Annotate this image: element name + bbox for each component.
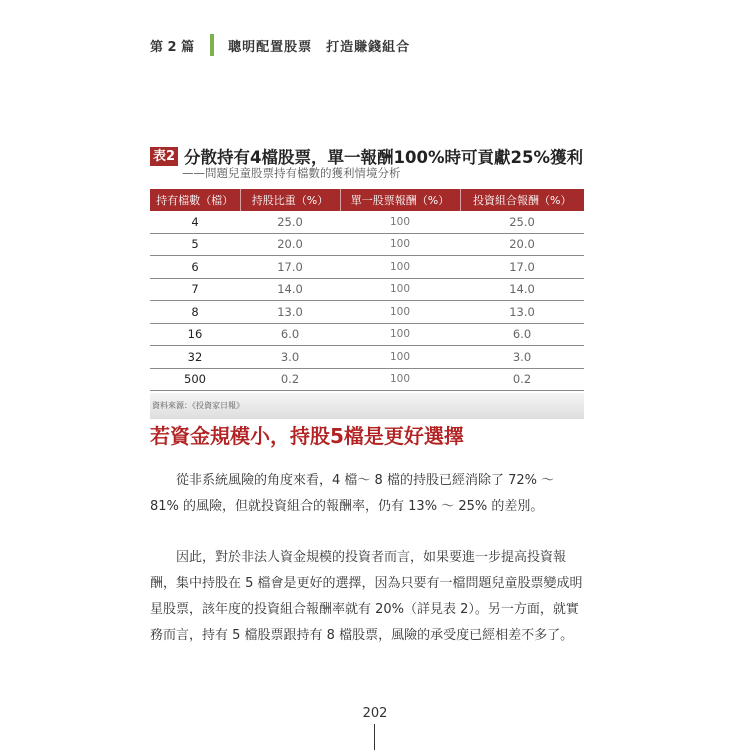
table-cell: 100 <box>340 278 460 301</box>
table-row <box>150 301 584 324</box>
table-cell: 100 <box>340 256 460 279</box>
table-cell: 25.0 <box>460 211 584 233</box>
chapter-label: 第 2 篇 <box>150 39 195 55</box>
table-cell: 100 <box>340 233 460 256</box>
table-cell: 20.0 <box>460 233 584 256</box>
table-cell: 16 <box>150 323 240 346</box>
table-cell: 500 <box>150 368 240 391</box>
column-header: 持有檔數（檔） <box>150 189 240 211</box>
table-cell: 17.0 <box>460 256 584 279</box>
table-title: 分散持有4檔股票，單一報酬100%時可貢獻25%獲利 <box>184 148 583 167</box>
table-row <box>150 368 584 391</box>
table-cell: 100 <box>340 301 460 324</box>
table-cell: 13.0 <box>240 301 340 324</box>
holdings-table <box>150 189 584 391</box>
table-row <box>150 233 584 256</box>
body-paragraph <box>150 545 584 649</box>
table-cell: 100 <box>340 323 460 346</box>
section-heading: 若資金規模小，持股5檔是更好選擇 <box>150 424 464 448</box>
table-cell: 13.0 <box>460 301 584 324</box>
table-figure <box>150 143 584 419</box>
table-cell: 3.0 <box>240 346 340 369</box>
table-cell: 17.0 <box>240 256 340 279</box>
page-number-rule <box>374 724 375 750</box>
body-paragraph <box>150 468 584 520</box>
header-divider <box>210 34 214 56</box>
table-row <box>150 256 584 279</box>
table-cell: 8 <box>150 301 240 324</box>
paragraph-text: 因此，對於非法人資金規模的投資者而言，如果要進一步提高投資報酬，集中持股在 5 檔會是更好的選擇，因為只要有一檔問題兒童股票變成明星股票，該年度的投資組合報酬率就有 20%（詳見表 2）。另一方面，就實務而言，持有 5 檔股票跟持有 8 檔股票，風險的承受度已經相差不多了。 <box>150 550 583 643</box>
table-cell: 0.2 <box>460 368 584 391</box>
table-header-row <box>150 189 584 211</box>
part-title: 聰明配置股票 打造賺錢組合 <box>228 39 411 55</box>
column-header: 單一股票報酬（%） <box>340 189 460 211</box>
table-cell: 20.0 <box>240 233 340 256</box>
table-cell: 100 <box>340 211 460 233</box>
paragraph-text: 從非系統風險的角度來看，4 檔～ 8 檔的持股已經消除了 72% ～ 81% 的風險，但就投資組合的報酬率，仍有 13% ～ 25% 的差別。 <box>150 473 555 514</box>
table-cell: 7 <box>150 278 240 301</box>
table-row <box>150 278 584 301</box>
table-row <box>150 323 584 346</box>
table-row <box>150 346 584 369</box>
table-cell: 5 <box>150 233 240 256</box>
table-cell: 32 <box>150 346 240 369</box>
table-cell: 100 <box>340 346 460 369</box>
table-cell: 4 <box>150 211 240 233</box>
table-cell: 14.0 <box>240 278 340 301</box>
table-cell: 3.0 <box>460 346 584 369</box>
running-header <box>150 33 410 57</box>
table-badge: 表2 <box>150 147 178 166</box>
column-header: 持股比重（%） <box>240 189 340 211</box>
table-cell: 100 <box>340 368 460 391</box>
page-number: 202 <box>362 706 388 721</box>
table-cell: 14.0 <box>460 278 584 301</box>
column-header: 投資組合報酬（%） <box>460 189 584 211</box>
table-cell: 6.0 <box>240 323 340 346</box>
table-row <box>150 211 584 233</box>
table-cell: 0.2 <box>240 368 340 391</box>
table-cell: 6 <box>150 256 240 279</box>
table-cell: 25.0 <box>240 211 340 233</box>
table-subtitle: ——問題兒童股票持有檔數的獲利情境分析 <box>182 166 401 180</box>
table-cell: 6.0 <box>460 323 584 346</box>
table-source: 資料來源：《投資家日報》 <box>150 393 584 419</box>
